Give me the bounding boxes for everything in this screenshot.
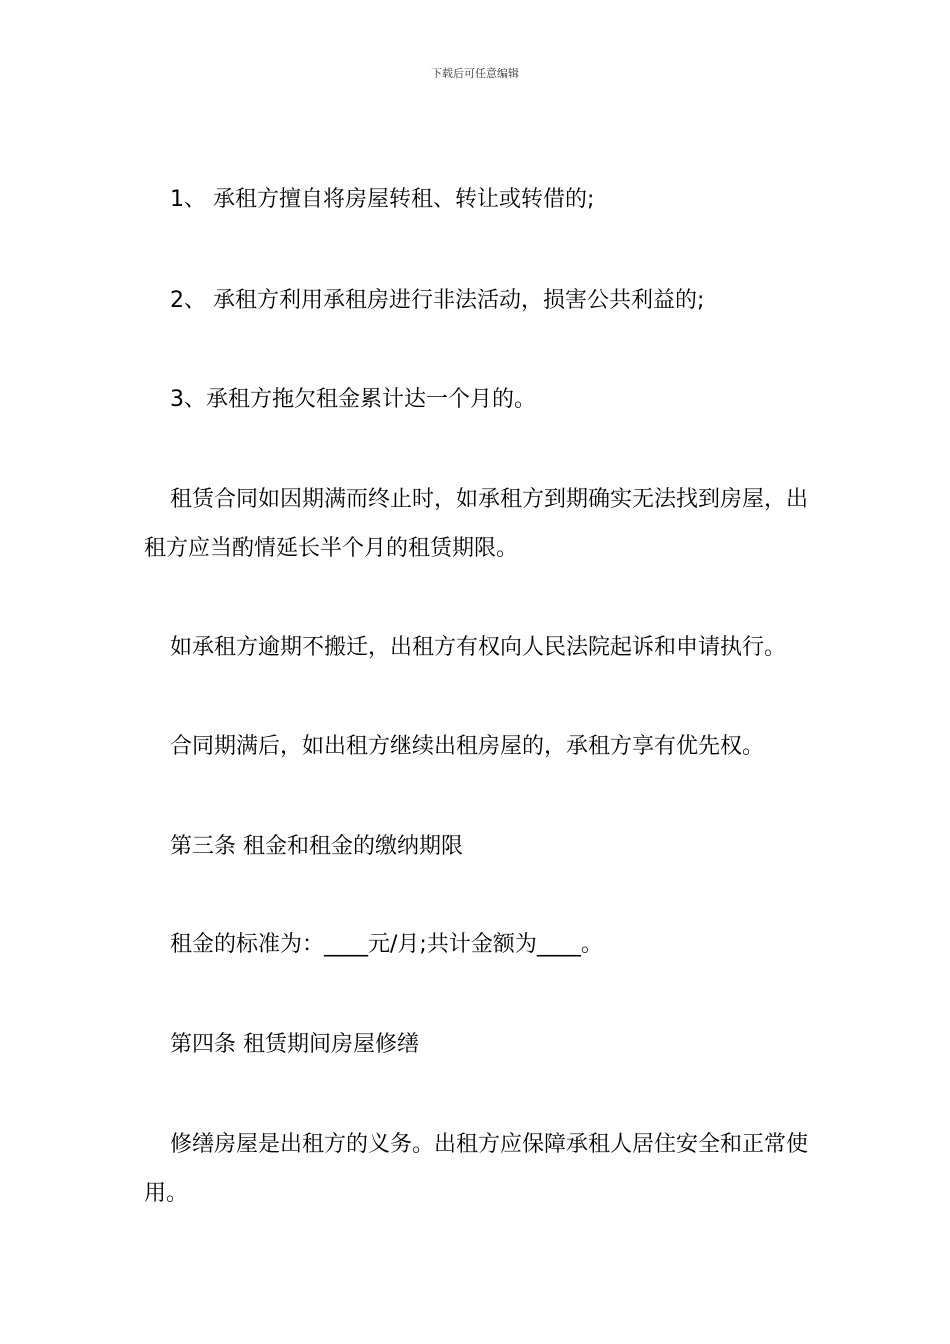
lease-expiry-paragraph: 租赁合同如因期满而终止时，如承租方到期确实无法找到房屋，出租方应当酌情延长半个月的租赁期限。 xyxy=(144,487,809,561)
repair-obligation-paragraph: 修缮房屋是出租方的义务。出租方应保障承租人居住安全和正常使用。 xyxy=(144,1132,809,1206)
clause-item-3: 3、承租方拖欠租金累计达一个月的。 xyxy=(170,387,536,412)
rent-standard-paragraph: 租金的标准为：____元/月;共计金额为____。 xyxy=(170,932,603,957)
clause-item-2: 2、 承租方利用承租房进行非法活动，损害公共利益的; xyxy=(170,288,705,313)
article-3-heading: 第三条 租金和租金的缴纳期限 xyxy=(170,834,463,859)
clause-item-1: 1、 承租方擅自将房屋转租、转让或转借的; xyxy=(170,187,595,212)
overdue-paragraph: 如承租方逾期不搬迁，出租方有权向人民法院起诉和申请执行。 xyxy=(170,635,787,660)
priority-paragraph: 合同期满后，如出租方继续出租房屋的，承租方享有优先权。 xyxy=(170,734,765,759)
page-header: 下载后可任意编辑 xyxy=(431,67,519,80)
article-4-heading: 第四条 租赁期间房屋修缮 xyxy=(170,1032,419,1057)
